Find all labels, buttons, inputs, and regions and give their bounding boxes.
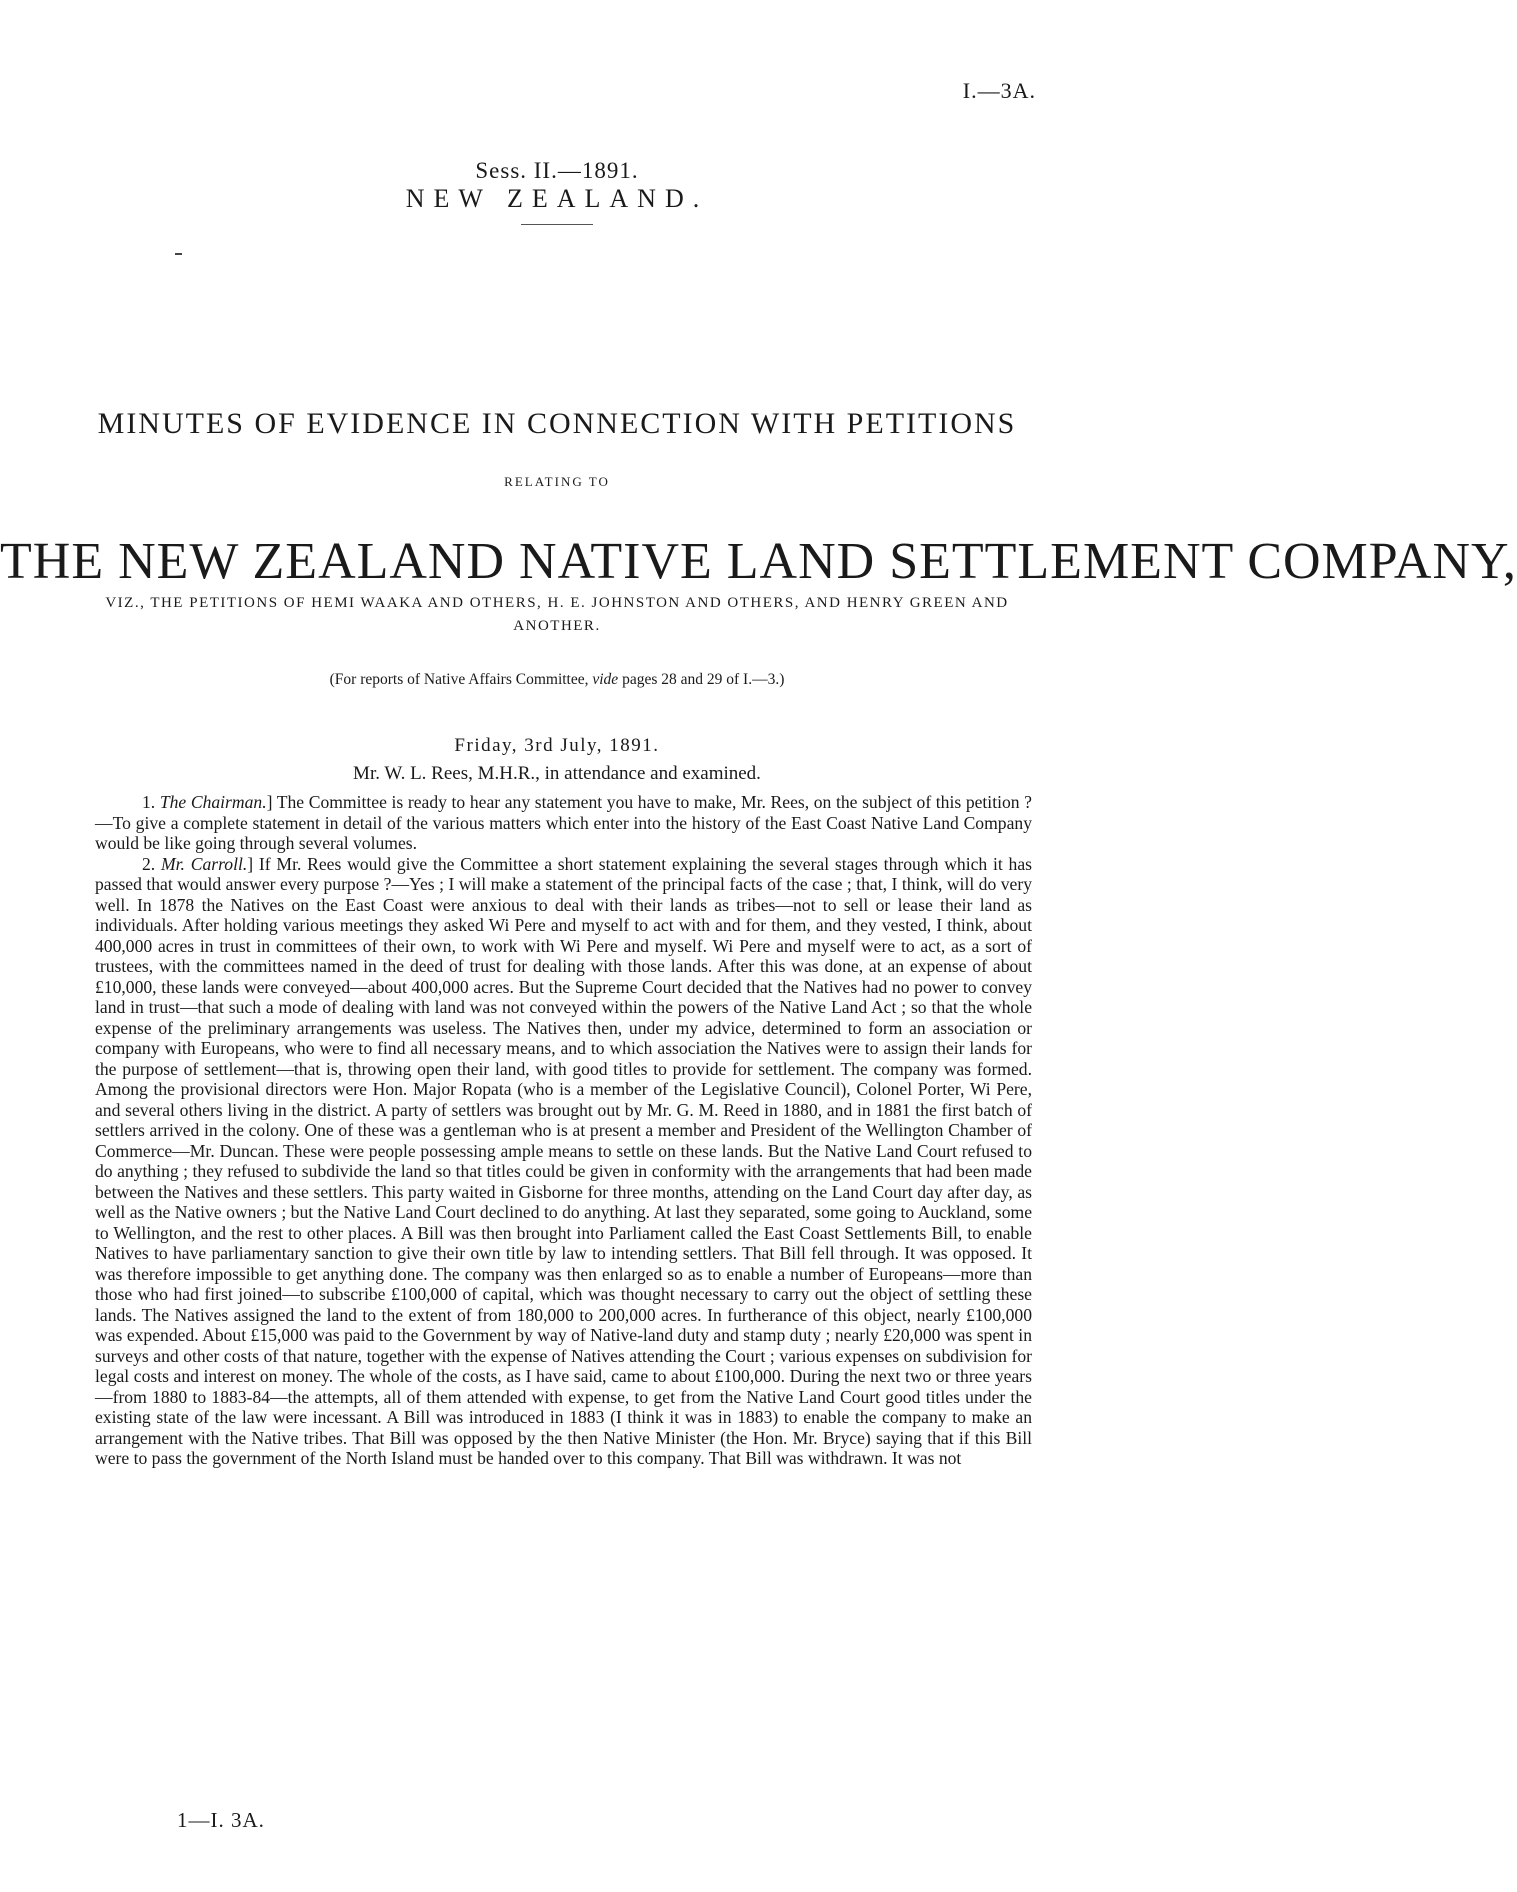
paragraph-text: ] If Mr. Rees would give the Committee a short statement explaining the several stages through which it has passed that would answer every purpose ?—Yes ; I will make a statement of the principal facts of the case ; that, I think, will do very well. In 1878 the Natives on the East Coast were anxious to deal with their lands as tribes—not to sell or lease their land as individuals. After holding various meetings they asked Wi Pere and myself to act with and for them, and they vested, I think, about 400,000 acres in trust in committees of their own, to work with Wi Pere and myself. Wi Pere and myself were to act, as a sort of trustees, with the committees named in the deed of trust for dealing with those lands. After this was done, at an expense of about £10,000, these lands were conveyed—about 400,000 acres. But the Supreme Court decided that the Natives had no power to convey land in trust—that such a mode of dealing with land was not conveyed within the powers of the Native Land Act ; so that the whole expense of the preliminary arrangements was useless. The Natives then, under my advice, determined to form an association or company with Europeans, who were to find all necessary means, and to which association the Natives were to assign their lands for the purpose of settlement—that is, throwing open their land, with good titles to provide for settlement. The company was formed. Among the provisional directors were Hon. Major Ropata (who is a member of the Legislative Council), Colonel Porter, Wi Pere, and several others living in the district. A party of settlers was brought out by Mr. G. M. Reed in 1880, and in 1881 the first batch of settlers arrived in the colony. One of these was a gentleman who is at present a member and President of the Wellington Chamber of Commerce—Mr. Duncan. These were people possessing ample means to settle on these lands. But the Native Land Court refused to do anything ; they refused to subdivide the land so that titles could be given in conformity with the arrangements that had been made between the Natives and these settlers. This party waited in Gisborne for three months, attending on the Land Court day after day, as well as the Native owners ; but the Native Land Court declined to do anything. At last they separated, some going to Auckland, some to Wellington, and the rest to other places. A Bill was then brought into Parliament called the East Coast Settlements Bill, to enable Natives to have parliamentary sanction to give their own title by law to intending settlers. That Bill fell through. It was opposed. It was therefore impossible to get anything done. The company was then enlarged so as to enable a number of Europeans—more than those who had first joined—to subscribe £100,000 of capital, which was thought necessary to carry out the object of settling these lands. The Natives assigned the land to the extent of from 180,000 to 200,000 acres. In furtherance of this object, nearly £100,000 was expended. About £15,000 was paid to the Government by way of Native-land duty and stamp duty ; nearly £20,000 was spent in surveys and other costs of that nature, together with the expense of Natives attending the Court ; various expenses on subdivision for legal costs and interest on money. The whole of the costs, as I have said, came to about £100,000. During the next two or three years—from 1880 to 1883-84—the attempts, all of them attended with expense, to get from the Native Land Court good titles under the existing state of the law were incessant. A Bill was introduced in 1883 (I think it was in 1883) to enable the company to make an arrangement with the Native tribes. That Bill was opposed by the then Native Minister (the Hon. Mr. Bryce) saying that if this Bill were to pass the government of the North Island must be handed over to this company. That Bill was withdrawn. It was not bbox=[95, 853, 1032, 1468]
evidence-body bbox=[95, 792, 1032, 1469]
reports-note-vide: vide bbox=[592, 671, 619, 688]
question-number: 1. bbox=[142, 792, 156, 812]
session-line: Sess. II.—1891. bbox=[475, 158, 639, 183]
evidence-paragraph bbox=[95, 792, 1032, 854]
question-number: 2. bbox=[142, 853, 156, 874]
document-header bbox=[0, 158, 1114, 225]
witness-line: Mr. W. L. Rees, M.H.R., in attendance and examined. bbox=[353, 763, 761, 784]
reports-note-suffix: pages 28 and 29 of I.—3.) bbox=[618, 671, 785, 688]
speaker-name: Mr. Carroll. bbox=[161, 853, 248, 874]
speaker-name: The Chairman. bbox=[159, 792, 267, 812]
reports-note bbox=[0, 671, 1114, 689]
paragraph-text: ] The Committee is ready to hear any statement you have to make, Mr. Rees, on the subject of this petition ?—To give a complete statement in detail of the various matters which enter into the history of the East Coast Native Land Company would be like going through several volumes. bbox=[95, 792, 1032, 853]
country-heading: NEW ZEALAND. bbox=[405, 184, 709, 213]
page-footer: 1—I. 3A. bbox=[177, 1808, 265, 1832]
evidence-paragraph bbox=[95, 854, 1032, 1469]
document-title: MINUTES OF EVIDENCE IN CONNECTION WITH PETITIONS bbox=[97, 407, 1017, 440]
sitting-date: Friday, 3rd July, 1891. bbox=[454, 735, 660, 756]
print-speck bbox=[175, 253, 182, 255]
petitions-subtitle: VIZ., THE PETITIONS OF HEMI WAAKA AND OTHERS, H. E. JOHNSTON AND OTHERS, AND HENRY GREEN AND ANOTHER. bbox=[105, 595, 1009, 634]
reports-note-prefix: (For reports of Native Affairs Committee, bbox=[329, 671, 593, 688]
header-rule bbox=[521, 224, 593, 225]
company-title: THE NEW ZEALAND NATIVE LAND SETTLEMENT COMPANY, bbox=[0, 533, 1517, 590]
page-reference: I.—3A. bbox=[962, 78, 1036, 103]
relating-to-line: RELATING TO bbox=[504, 474, 610, 489]
